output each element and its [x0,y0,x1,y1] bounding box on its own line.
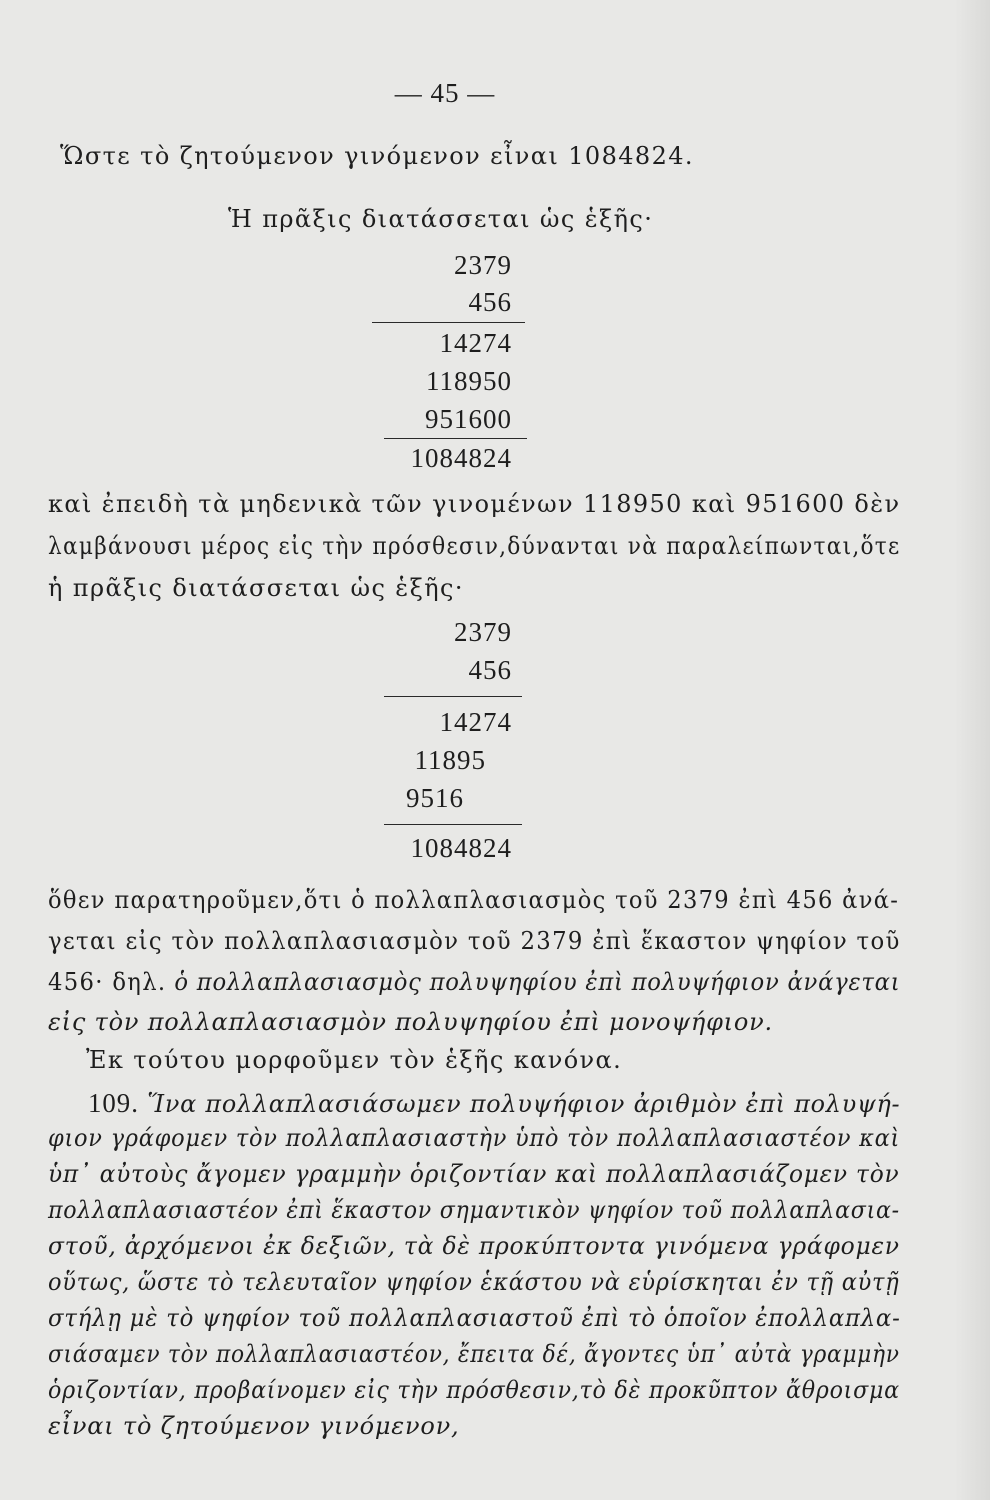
calc1-result: 1084824 [410,443,512,473]
calc1-multiplier: 456 [468,287,512,317]
rule109-line5: στοῦ, ἀρχόμενοι ἐκ δεξιῶν, τὰ δὲ προκύπτοντα γινόμενα γράφομεν [48,1232,900,1260]
calc2-result: 1084824 [410,833,512,863]
rule109-line8: σιάσαμεν τὸν πολλαπλασιαστέον, ἔπειτα δέ, ἄγοντες ὑπ᾿ αὐτὰ γραμμὴν [48,1340,900,1368]
para2-line3: ἡ πρᾶξις διατάσσεται ὡς ἑξῆς· [48,574,464,602]
rule109-line10: εἶναι τὸ ζητούμενον γινόμενον, [48,1412,460,1440]
rule109-line9: ὁριζοντίαν, προβαίνομεν εἰς τὴν πρόσθεσιν,τὸ δὲ προκῦπτον ἄθροισμα [48,1376,900,1404]
para1-line1: Ὥστε τὸ ζητούμενον γινόμενον εἶναι 1084824. [60,142,694,170]
calc1-partial-1: 14274 [439,328,512,358]
calc1-partial-3: 951600 [425,404,512,434]
rule109-line1-text: Ἵνα πολλαπλασιάσωμεν πολυψήφιον ἀριθμὸν ἐπὶ πολυψή- [138,1090,901,1118]
calc2-partial-2: 11895 [414,745,486,775]
para3-line5: Ἐκ τούτου μορφοῦμεν τὸν ἑξῆς κανόνα. [86,1046,623,1074]
calc2-partial-3: 9516 [406,783,464,813]
para3-line1: ὅθεν παρατηροῦμεν,ὅτι ὁ πολλαπλασιασμὸς τοῦ 2379 ἐπὶ 456 ἀνά- [48,886,900,914]
calc1-rule-top [372,322,525,323]
para2-line1: καὶ ἐπειδὴ τὰ μηδενικὰ τῶν γινομένων 118950 καὶ 951600 δὲν [48,490,901,518]
calc1-rule-bottom [384,438,527,439]
rule109-line1 [88,1088,900,1119]
para3-line3-start: 456· δηλ. [48,968,167,996]
rule109-line7: στήλῃ μὲ τὸ ψηφίον τοῦ πολλαπλασιαστοῦ ἐπὶ τὸ ὁποῖον ἐπολλαπλα- [48,1304,901,1332]
calc2-rule-top [384,696,522,697]
calc2-multiplier: 456 [468,655,512,685]
calc2-rule-bottom [384,824,522,825]
section-number: 109. [88,1088,139,1118]
calc2-partial-1: 14274 [439,707,512,737]
page-number: — 45 — [394,78,496,108]
para1-line2: Ἡ πρᾶξις διατάσσεται ὡς ἑξῆς· [228,205,654,233]
para3-line2: γεται εἰς τὸν πολλαπλασιασμὸν τοῦ 2379 ἐπὶ ἕκαστον ψηφίον τοῦ [48,927,901,955]
rule109-line2: φιον γράφομεν τὸν πολλαπλασιαστὴν ὑπὸ τὸν πολλαπλασιαστέον καὶ [48,1124,901,1152]
para3-line3 [48,968,900,996]
para3-line3-italic: ὁ πολλαπλασιασμὸς πολυψηφίου ἐπὶ πολυψήφιον ἀνάγεται [166,968,901,996]
rule109-line3: ὑπ᾿ αὐτοὺς ἄγομεν γραμμὴν ὁριζοντίαν καὶ πολλαπλασιάζομεν τὸν [48,1160,900,1188]
para3-line4: εἰς τὸν πολλαπλασιασμὸν πολυψηφίου ἐπὶ μονοψήφιον. [48,1008,773,1036]
page-edge [954,0,990,1500]
para2-line2: λαμβάνουσι μέρος εἰς τὴν πρόσθεσιν,δύνανται νὰ παραλείπωνται,ὅτε [48,532,901,560]
calc2-multiplicand: 2379 [454,617,512,647]
rule109-line6: οὕτως, ὥστε τὸ τελευταῖον ψηφίον ἑκάστου νὰ εὑρίσκηται ἐν τῇ αὐτῇ [48,1268,900,1296]
calc1-partial-2: 118950 [426,366,512,396]
rule109-line4: πολλαπλασιαστέον ἐπὶ ἕκαστον σημαντικὸν ψηφίον τοῦ πολλαπλασια- [48,1196,900,1224]
calc1-multiplicand: 2379 [454,250,512,280]
